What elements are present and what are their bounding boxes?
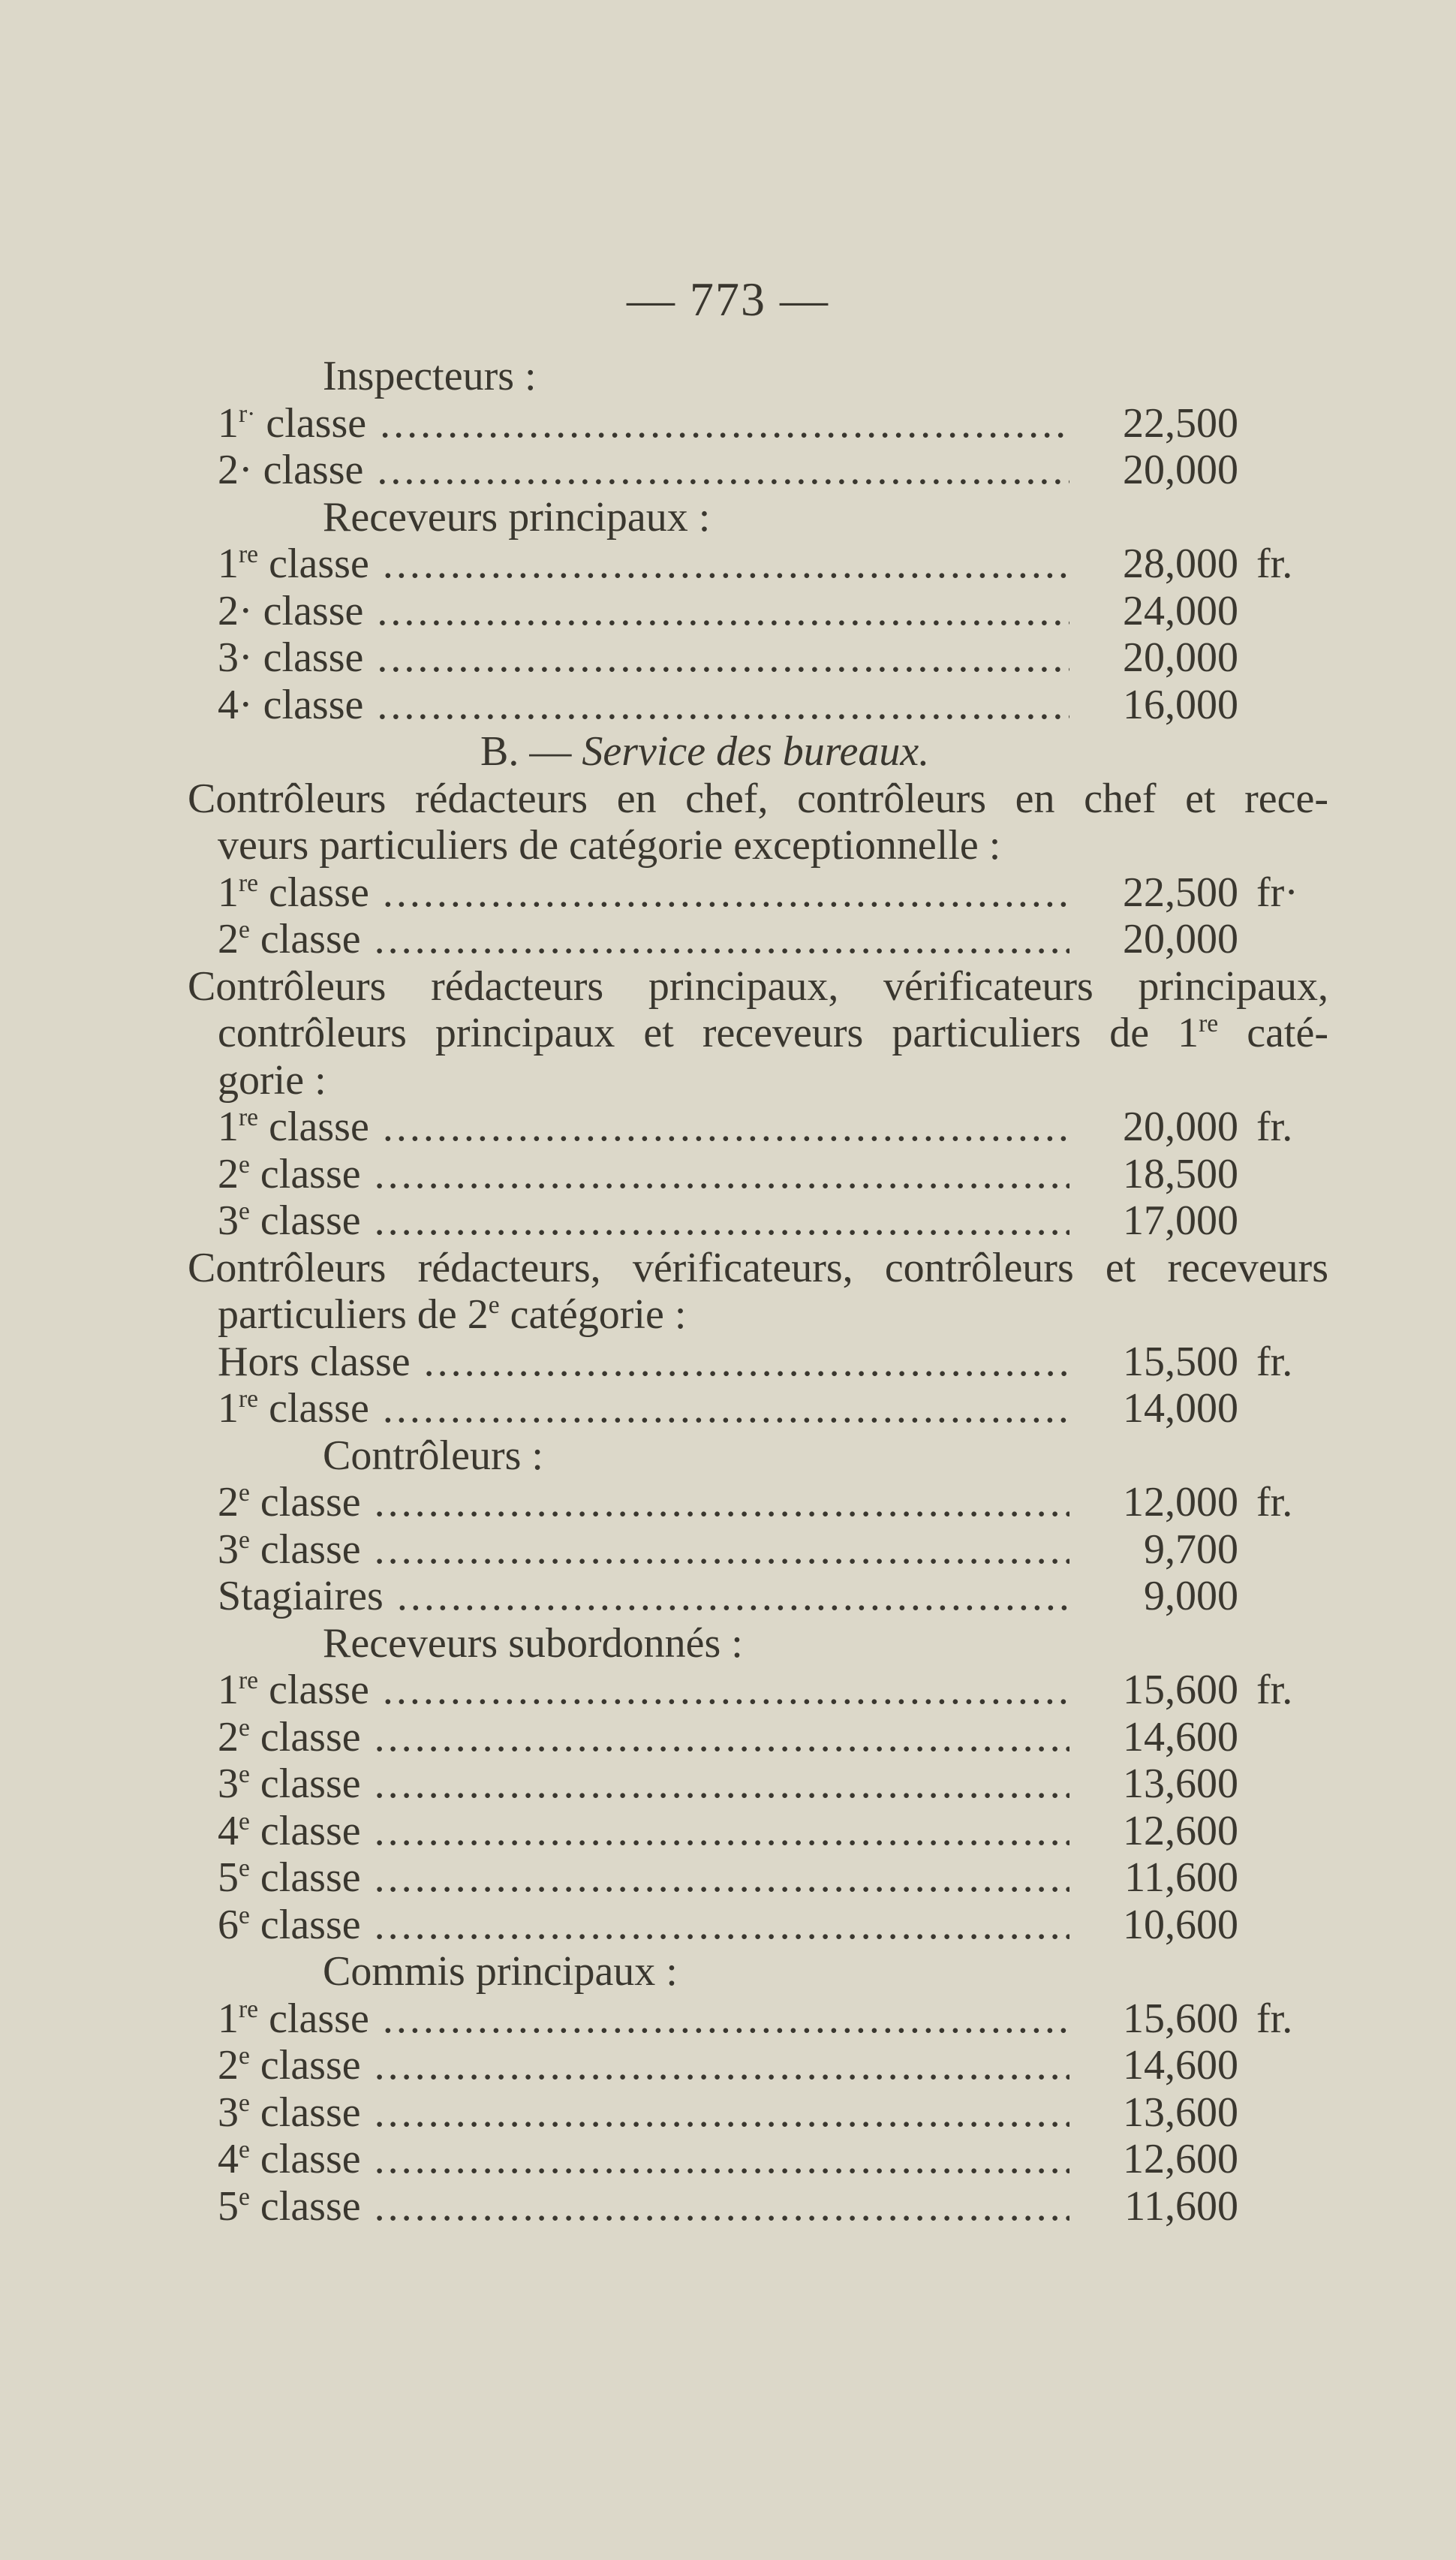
paragraph-line: Contrôleurs rédacteurs, vérificateurs, contrôleurs et receveurs xyxy=(188,1244,1328,1291)
amount-value: 10,600 xyxy=(1123,1901,1238,1948)
salary-amount xyxy=(1088,2042,1448,2089)
salary-amount xyxy=(1088,1808,1448,1855)
class-label: 5e classe ..... xyxy=(218,2183,1069,2230)
currency-unit: fr. xyxy=(1256,1667,1293,1713)
salary-amount xyxy=(1088,1714,1448,1761)
class-label: Stagiaires ..... xyxy=(218,1573,1069,1620)
salary-amount xyxy=(1088,1760,1448,1808)
currency-unit: fr· xyxy=(1256,869,1298,916)
salary-amount xyxy=(1088,682,1448,729)
class-label: 4e classe ..... xyxy=(218,2136,1069,2183)
salary-row xyxy=(188,1714,1328,1761)
salary-amount xyxy=(1088,1479,1448,1526)
class-label: 6e classe ..... xyxy=(218,1902,1069,1949)
class-label: 2· classe ..... xyxy=(218,588,1069,635)
class-label: 4· classe ..... xyxy=(218,682,1069,729)
salary-amount xyxy=(1088,1151,1448,1198)
amount-value: 22,500 xyxy=(1123,399,1238,447)
salary-row xyxy=(188,1854,1328,1902)
salary-row xyxy=(188,588,1328,635)
salary-row xyxy=(188,1995,1328,2043)
currency-unit: fr. xyxy=(1256,541,1293,587)
salary-amount xyxy=(1088,634,1448,682)
category-heading: Receveurs subordonnés : xyxy=(323,1619,743,1667)
salary-amount xyxy=(1088,400,1448,447)
salary-row xyxy=(188,1197,1328,1245)
class-label: 1re classe ..... xyxy=(218,1385,1069,1432)
amount-value: 17,000 xyxy=(1123,1197,1238,1244)
salary-amount xyxy=(1088,541,1448,588)
class-label: 3e classe ..... xyxy=(218,2089,1069,2137)
salary-amount xyxy=(1088,1667,1448,1714)
class-label: 3e classe ..... xyxy=(218,1526,1069,1574)
amount-value: 22,500 xyxy=(1123,869,1238,916)
class-label: 4e classe ..... xyxy=(218,1808,1069,1855)
category-paragraph xyxy=(188,1245,1328,1339)
amount-value: 28,000 xyxy=(1123,541,1238,587)
class-label: 1re classe ..... xyxy=(218,1104,1069,1151)
salary-amount xyxy=(1088,1902,1448,1949)
salary-row xyxy=(188,1573,1328,1620)
amount-value: 20,000 xyxy=(1123,447,1238,493)
salary-row xyxy=(188,400,1328,447)
category-heading: Commis principaux : xyxy=(323,1948,678,1995)
salary-row xyxy=(188,1667,1328,1714)
salary-amount xyxy=(1088,1573,1448,1620)
paragraph-line: veurs particuliers de catégorie exceptionnelle : xyxy=(218,822,1001,869)
salary-row xyxy=(188,1479,1328,1526)
salary-table xyxy=(188,353,1328,2230)
paragraph-line: gorie : xyxy=(218,1056,326,1104)
amount-value: 14,000 xyxy=(1123,1385,1238,1432)
salary-row xyxy=(188,869,1328,917)
class-label: 3· classe ..... xyxy=(218,634,1069,682)
salary-row xyxy=(188,2183,1328,2230)
salary-amount xyxy=(1088,447,1448,494)
salary-amount xyxy=(1088,916,1448,963)
salary-row xyxy=(188,541,1328,588)
salary-amount xyxy=(1088,1339,1448,1386)
class-label: 1re classe ..... xyxy=(218,541,1069,588)
category-heading: Contrôleurs : xyxy=(323,1432,543,1479)
salary-row xyxy=(188,1151,1328,1198)
class-label: 2· classe ..... xyxy=(218,447,1069,494)
section-heading xyxy=(188,728,1328,776)
salary-amount xyxy=(1088,1526,1448,1574)
paragraph-line: contrôleurs principaux et receveurs particuliers de 1re caté- xyxy=(218,1009,1328,1056)
salary-amount xyxy=(1088,2183,1448,2230)
salary-row xyxy=(188,1808,1328,1855)
salary-amount xyxy=(1088,1854,1448,1902)
class-label: 2e classe ..... xyxy=(218,2042,1069,2089)
amount-value: 20,000 xyxy=(1123,1104,1238,1150)
amount-value: 20,000 xyxy=(1123,916,1238,962)
amount-value: 12,600 xyxy=(1123,2136,1238,2182)
page-number: — 773 — xyxy=(627,273,829,326)
class-label: 1re classe ..... xyxy=(218,869,1069,917)
amount-value: 24,000 xyxy=(1123,587,1238,634)
salary-row xyxy=(188,1760,1328,1808)
class-label: 5e classe ..... xyxy=(218,1854,1069,1902)
amount-value: 13,600 xyxy=(1123,2089,1238,2136)
class-label: Hors classe ..... xyxy=(218,1339,1069,1386)
salary-row xyxy=(188,1339,1328,1386)
salary-row xyxy=(188,682,1328,729)
salary-row xyxy=(188,1902,1328,1949)
amount-value: 12,000 xyxy=(1123,1479,1238,1525)
amount-value: 14,600 xyxy=(1123,1713,1238,1760)
section-prefix: B. — xyxy=(480,728,582,775)
salary-amount xyxy=(1088,2136,1448,2183)
section-title: Service des bureaux. xyxy=(582,728,930,775)
currency-unit: fr. xyxy=(1256,1338,1293,1385)
class-label: 2e classe ..... xyxy=(218,1479,1069,1526)
salary-amount xyxy=(1088,1197,1448,1245)
amount-value: 12,600 xyxy=(1123,1807,1238,1854)
paragraph-line: particuliers de 2e catégorie : xyxy=(218,1291,687,1338)
class-label: 2e classe ..... xyxy=(218,1714,1069,1761)
amount-value: 9,000 xyxy=(1144,1573,1238,1619)
salary-row xyxy=(188,634,1328,682)
currency-unit: fr. xyxy=(1256,1104,1293,1150)
amount-value: 18,500 xyxy=(1123,1150,1238,1197)
category-paragraph xyxy=(188,776,1328,869)
salary-amount xyxy=(1088,1104,1448,1151)
salary-amount xyxy=(1088,1385,1448,1432)
salary-row xyxy=(188,1526,1328,1574)
class-label: 3e classe ..... xyxy=(218,1760,1069,1808)
amount-value: 16,000 xyxy=(1123,681,1238,728)
amount-value: 15,600 xyxy=(1123,1667,1238,1713)
amount-value: 15,600 xyxy=(1123,1995,1238,2042)
currency-unit: fr. xyxy=(1256,1995,1293,2042)
amount-value: 11,600 xyxy=(1124,2182,1238,2230)
class-label: 3e classe ..... xyxy=(218,1197,1069,1245)
amount-value: 14,600 xyxy=(1123,2042,1238,2089)
currency-unit: fr. xyxy=(1256,1479,1293,1525)
class-label: 2e classe ..... xyxy=(218,916,1069,963)
amount-value: 11,600 xyxy=(1124,1854,1238,1901)
salary-row xyxy=(188,447,1328,494)
paragraph-line: Contrôleurs rédacteurs en chef, contrôleurs en chef et rece- xyxy=(188,775,1328,822)
salary-row xyxy=(188,2136,1328,2183)
category-heading: Inspecteurs : xyxy=(323,353,537,399)
amount-value: 15,500 xyxy=(1123,1338,1238,1385)
salary-amount xyxy=(1088,588,1448,635)
amount-value: 20,000 xyxy=(1123,634,1238,681)
salary-amount xyxy=(1088,1995,1448,2043)
salary-row xyxy=(188,1104,1328,1151)
class-label: 1re classe ..... xyxy=(218,1667,1069,1714)
salary-amount xyxy=(1088,2089,1448,2137)
amount-value: 9,700 xyxy=(1144,1525,1238,1573)
salary-amount xyxy=(1088,869,1448,917)
class-label: 1re classe ..... xyxy=(218,1995,1069,2043)
paragraph-line: Contrôleurs rédacteurs principaux, vérificateurs principaux, xyxy=(188,962,1328,1010)
category-paragraph xyxy=(188,963,1328,1104)
amount-value: 13,600 xyxy=(1123,1760,1238,1807)
class-label: 2e classe ..... xyxy=(218,1151,1069,1198)
salary-row xyxy=(188,916,1328,963)
salary-row xyxy=(188,2042,1328,2089)
salary-row xyxy=(188,1385,1328,1432)
salary-row xyxy=(188,2089,1328,2137)
category-heading: Receveurs principaux : xyxy=(323,493,711,541)
class-label: $1^{r\cdot}$ classe ..... xyxy=(218,400,1069,447)
